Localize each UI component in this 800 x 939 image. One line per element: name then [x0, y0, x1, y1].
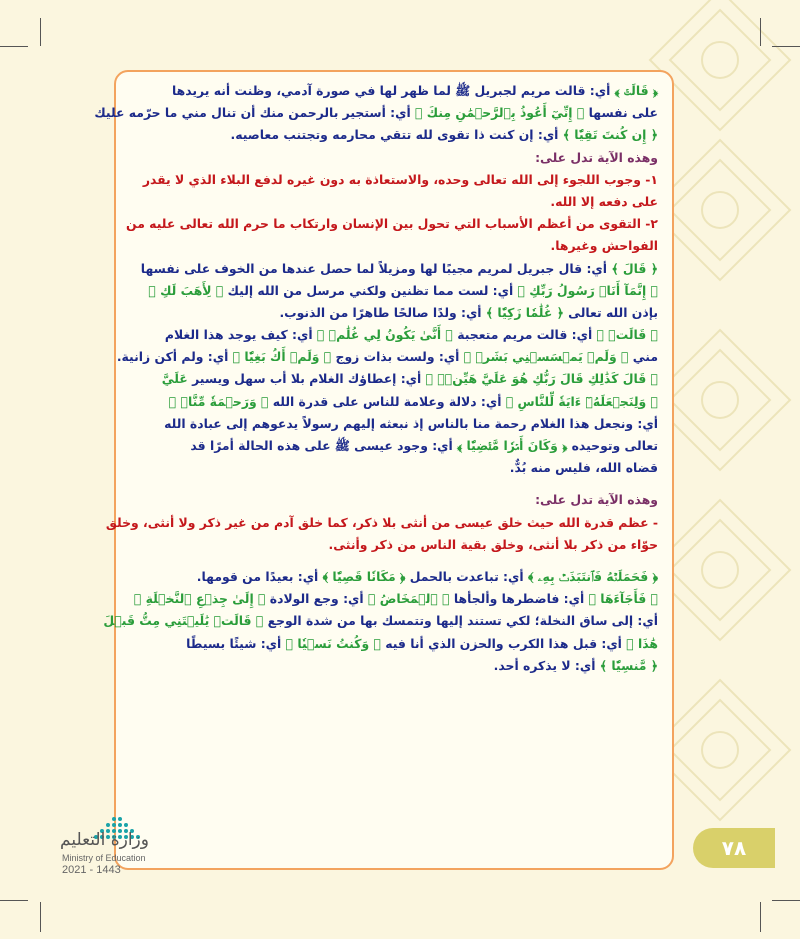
lesson-point: الفواحش وغيرها.	[550, 238, 658, 254]
quran-verse: ﴿ قَالَتۡ ﴾	[614, 83, 658, 98]
text-line	[128, 633, 658, 655]
explanation-text: قضاه الله، فليس منه بُدٌّ.	[509, 460, 658, 476]
quran-verse: ﴿ وَلَمۡ يَمۡسَسۡنِي بَشَرٞ ﴾	[463, 349, 629, 365]
crop-mark	[760, 902, 761, 932]
quran-verse: ﴿ وَكَانَ أَمۡرٗا مَّقۡضِيّٗا ﴾	[457, 438, 568, 453]
quran-verse: عَلَيَّ	[161, 371, 188, 387]
text-line	[128, 324, 658, 346]
text-line	[128, 280, 658, 302]
explanation-text: أي: ولم أكن زانية.	[116, 349, 233, 365]
text-line	[103, 610, 658, 632]
text-line	[128, 147, 658, 169]
text-line	[128, 413, 658, 435]
explanation-text: أي: لست مما تظنين ولكني مرسل من الله إليك	[223, 282, 518, 298]
explanation-text: أي: قال جبريل لمريم مجيبًا لها ومزيلاً لما حصل عندها من الخوف على نفسها	[140, 260, 612, 276]
text-line	[128, 302, 658, 324]
explanation-text: أي: بعيدًا من قومها.	[196, 568, 323, 584]
page-number: ٧٨	[693, 828, 775, 868]
text-line	[128, 566, 658, 588]
text-line	[128, 169, 658, 191]
explanation-text: أي: ولدًا صالحًا طاهرًا من الذنوب.	[279, 304, 486, 320]
explanation-text: مني	[628, 349, 658, 365]
crop-mark	[760, 18, 761, 46]
quran-verse: ﴿ قَالَتۡ ﴾	[596, 327, 658, 343]
quran-verse: ﴿ وَلَمۡ أَكُ بَغِيّٗا ﴾	[232, 349, 332, 365]
explanation-text: أي: إلى ساق النخلة؛ لكي تستند إليها وتتمسك بها من شدة الوجع	[263, 613, 658, 629]
explanation-text: أي: لا يذكره أحد.	[493, 657, 600, 673]
lesson-point: - عظم قدرة الله حيث خلق عيسى من أنثى بلا ذكر، كما خلق آدم من غير ذكر ولا أنثى، وخلق	[105, 514, 658, 530]
crop-mark	[40, 18, 41, 46]
quran-verse: ﴿ فَأَجَآءَهَا ﴾	[588, 591, 658, 607]
crop-mark	[772, 900, 800, 901]
explanation-text: بإذن الله تعالى	[563, 304, 658, 320]
quran-verse: ﴿ غُلَٰمٗا زَكِيّٗا ﴾	[485, 304, 564, 320]
quran-verse: ﴿ قَالَ كَذَٰلِكِ قَالَ رَبُّكِ هُوَ عَلَيَّ هَيِّنٞۖ ﴾	[425, 371, 658, 387]
explanation-text: تعالى وتوحيده	[567, 438, 658, 453]
lesson-text	[94, 80, 658, 677]
text-line	[128, 258, 658, 280]
explanation-text: أي: قالت مريم متعجبة	[452, 327, 597, 343]
quran-verse: ﴿ لِأَهَبَ لَكِ ﴾	[148, 282, 224, 298]
quran-verse: ﴿ إِنِّيٓ أَعُوذُ بِٱلرَّحۡمَٰنِ مِنكَ ﴾	[415, 105, 585, 121]
text-line	[128, 235, 658, 257]
quran-verse: ﴿ وَرَحۡمَةٗ مِّنَّاۚ ﴾	[168, 393, 269, 409]
text-line	[116, 346, 658, 368]
quran-verse: ﴿ قَالَتۡ يَٰلَيۡتَنِي مِتُّ قَبۡلَ	[103, 613, 264, 629]
quran-verse: ﴿ مَكَانٗا قَصِيّٗا ﴾	[322, 568, 406, 584]
crop-mark	[772, 46, 800, 47]
paragraph-gap	[128, 556, 658, 566]
text-line	[128, 655, 658, 677]
text-line	[128, 534, 658, 556]
explanation-text: أي: إن كنت ذا تقوى لله تتقي محارمه وتجتنب معاصيه.	[230, 127, 563, 143]
text-line	[128, 435, 658, 457]
quran-verse: هَٰذَا ﴾	[626, 635, 658, 651]
ministry-name-english: Ministry of Education	[62, 853, 146, 863]
quran-verse: ﴿ إِنَّمَآ أَنَا۠ رَسُولُ رَبِّكِ ﴾	[517, 282, 658, 298]
quran-verse: ﴿ ٱلۡمَخَاضُ ﴾	[367, 591, 450, 607]
quran-verse: ﴿ إِلَىٰ جِذۡعِ ٱلنَّخۡلَةِ ﴾	[133, 591, 266, 607]
explanation-text: أي: إعطاؤك الغلام بلا أب سهل ويسير	[187, 371, 426, 387]
text-line	[128, 588, 658, 610]
explanation-text: أي: تباعدت بالحمل	[405, 568, 528, 584]
explanation-text: أي: دلالة وعلامة للناس على قدرة الله	[268, 393, 506, 409]
explanation-text: أي: ونجعل هذا الغلام رحمة منا بالناس إذ نبعثه إليهم رسولاً يدعوهم إلى عبادة الله	[164, 415, 658, 431]
text-line	[128, 213, 658, 235]
text-line	[128, 489, 658, 511]
explanation-text: أي: كيف يوجد هذا الغلام	[164, 327, 317, 343]
explanation-text: أي: أستجير بالرحمن منك أن تنال مني ما حرّمه عليك	[94, 105, 416, 121]
quran-verse: ﴿ أَنَّىٰ يَكُونُ لِي غُلَٰمٞ ﴾	[316, 327, 453, 343]
explanation-text: أي: وجود عيسى ﷺ على هذه الحالة أمرًا قد	[190, 438, 458, 453]
explanation-text: أي: ولست بذات زوج	[331, 349, 464, 365]
ministry-name-arabic: وزارة التعليم	[60, 830, 149, 850]
quran-verse: ﴿ وَلِنَجۡعَلَهُۥٓ ءَايَةٗ لِّلنَّاسِ ﴾	[505, 393, 658, 409]
section-heading: وهذه الآية تدل على:	[535, 149, 658, 165]
text-line	[94, 102, 658, 124]
lesson-point: ١- وجوب اللجوء إلى الله تعالى وحده، والاستعاذة به دون غيره لدفع البلاء الذي لا يقدر	[142, 171, 658, 187]
lesson-point: ٢- التقوى من أعظم الأسباب التي تحول بين الإنسان وارتكاب ما حرم الله تعالى عليه من	[126, 216, 658, 232]
text-line	[128, 191, 658, 213]
quran-verse: ﴿ وَكُنتُ نَسۡيٗا ﴾	[285, 635, 381, 651]
crop-mark	[0, 46, 28, 47]
text-line	[128, 124, 658, 146]
crop-mark	[40, 902, 41, 932]
text-line	[128, 391, 658, 413]
quran-verse: ﴿ إِن كُنتَ تَقِيّٗا ﴾	[562, 127, 658, 143]
crop-mark	[0, 900, 28, 901]
paragraph-gap	[128, 479, 658, 489]
explanation-text: أي: فاضطرها وألجأها	[449, 591, 589, 607]
text-line	[105, 512, 658, 534]
text-line	[128, 457, 658, 479]
edition-year: 2021 - 1443	[62, 864, 121, 876]
explanation-text: أي: شيئًا بسيطًا	[186, 635, 286, 651]
text-line	[128, 80, 658, 102]
lesson-point: حوّاء من ذكر بلا أنثى، وخلق بقية الناس من ذكر وأنثى.	[328, 536, 658, 552]
explanation-text: أي: قالت مريم لجبريل ﷺ لما ظهر لها في صورة آدمي، وظنت أنه يريدها	[172, 83, 615, 98]
lesson-point: على دفعه إلا الله.	[550, 193, 658, 209]
quran-verse: ﴿ مَّنسِيّٗا ﴾	[599, 657, 658, 673]
quran-verse: ﴿ قَالَ ﴾	[611, 260, 658, 276]
explanation-text: أي: وجع الولادة	[265, 591, 368, 607]
explanation-text: أي: قبل هذا الكرب والحزن الذي أنا فيه	[380, 635, 627, 651]
explanation-text: على نفسها	[584, 105, 658, 121]
text-line	[128, 368, 658, 390]
quran-verse: ﴿ فَحَمَلَتۡهُ فَٱنتَبَذَتۡ بِهِۦ ﴾	[527, 568, 658, 584]
section-heading: وهذه الآية تدل على:	[535, 492, 658, 508]
